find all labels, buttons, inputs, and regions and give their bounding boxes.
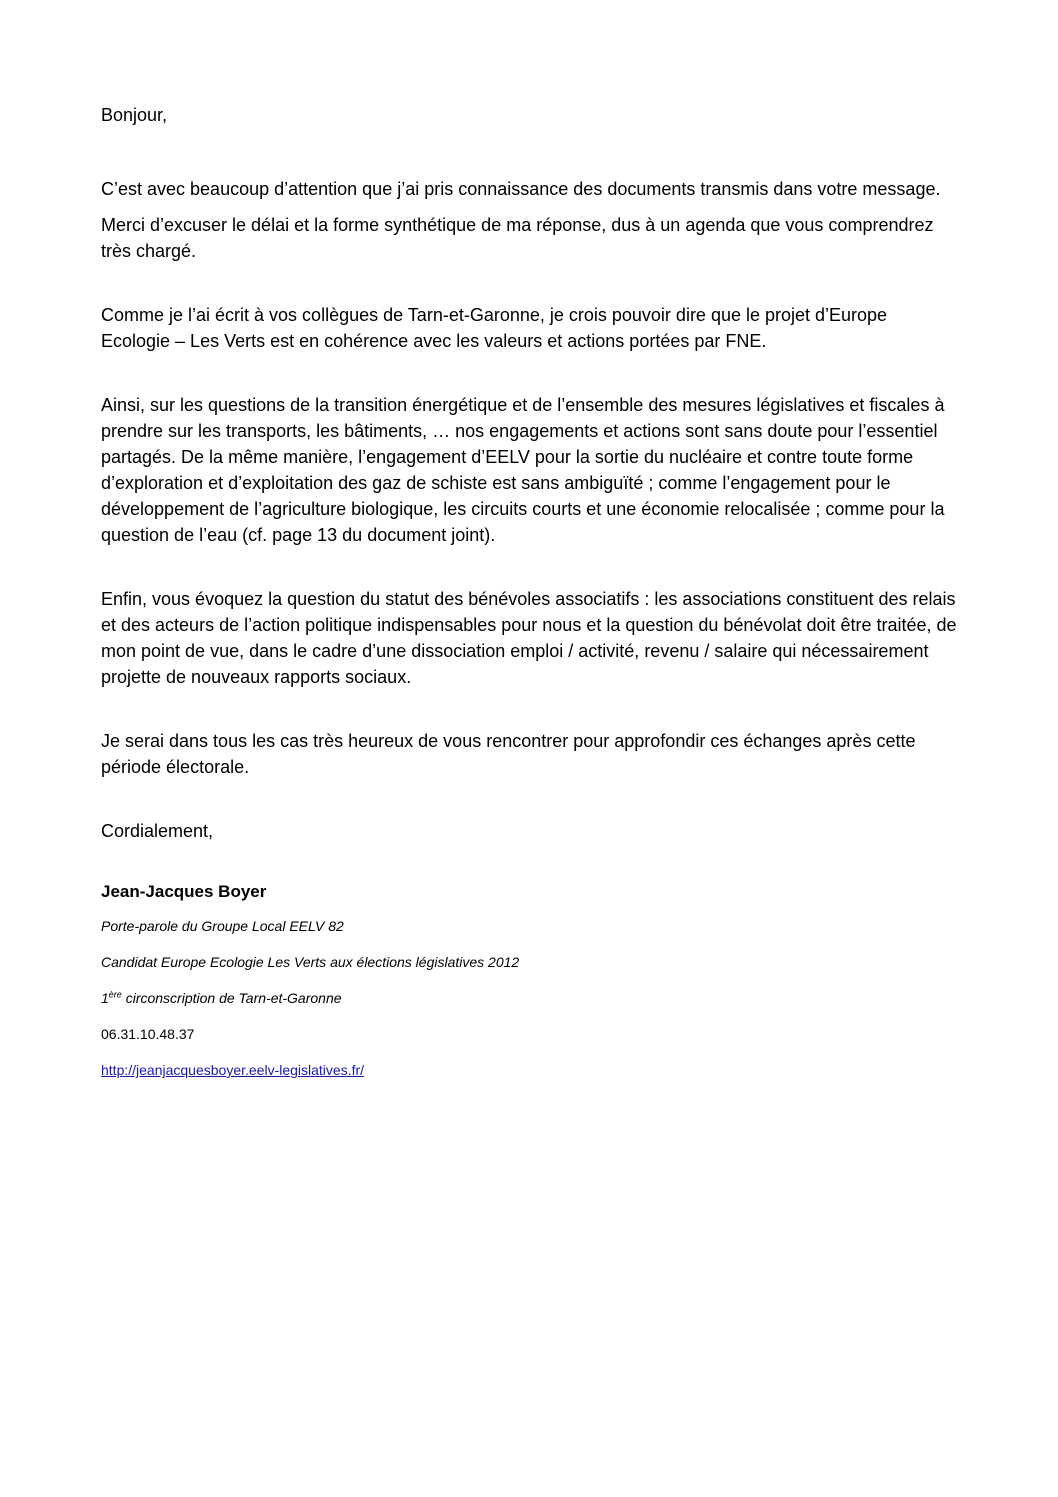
- paragraph-apology: Merci d’excuser le délai et la forme synthétique de ma réponse, dus à un agenda que vous comprendrez très chargé.: [101, 215, 934, 261]
- district-superscript: ère: [108, 989, 122, 1000]
- signature-block: [101, 881, 961, 1079]
- signature-district: [101, 989, 961, 1007]
- signature-candidacy: Candidat Europe Ecologie Les Verts aux élections législatives 2012: [101, 954, 520, 970]
- signature-name: Jean-Jacques Boyer: [101, 882, 267, 901]
- paragraph-volunteers: Enfin, vous évoquez la question du statut des bénévoles associatifs : les associations constituent des relais et des acteurs de l’action politique indispensables pour nous et la question du bénévolat doit être traitée, de mon point de vue, dans le cadre d’une dissociation emploi / activité, revenu / salaire qui nécessairement projette de nouveaux rapports sociaux.: [101, 589, 957, 687]
- district-number: 1: [101, 990, 109, 1006]
- paragraph-documents: C’est avec beaucoup d’attention que j’ai pris connaissance des documents transmis dans votre message.: [101, 179, 941, 199]
- closing: Cordialement,: [101, 821, 214, 841]
- signature-role: Porte-parole du Groupe Local EELV 82: [101, 918, 344, 934]
- paragraph-coherence: Comme je l’ai écrit à vos collègues de Tarn-et-Garonne, je crois pouvoir dire que le projet d’Europe Ecologie – Les Verts est en cohérence avec les valeurs et actions portées par FNE.: [101, 305, 888, 351]
- signature-phone: 06.31.10.48.37: [101, 1026, 195, 1042]
- letter-body: [101, 102, 961, 1097]
- greeting: Bonjour,: [101, 105, 168, 125]
- district-text: circonscription de Tarn-et-Garonne: [121, 990, 342, 1006]
- signature-website-line: [101, 1061, 961, 1079]
- paragraph-transition: Ainsi, sur les questions de la transition énergétique et de l’ensemble des mesures législatives et fiscales à prendre sur les transports, les bâtiments, … nos engagements et actions sont sans doute pour l’essentiel partagés. De la même manière, l’engagement d’EELV pour la sortie du nucléaire et contre toute forme d’exploration et d’exploitation des gaz de schiste est sans ambiguïté ; comme l’engagement pour le développement de l’agriculture biologique, les circuits courts et une économie relocalisée ; comme pour la question de l’eau (cf. page 13 du document joint).: [101, 395, 945, 545]
- website-link[interactable]: http://jeanjacquesboyer.eelv-legislatives.fr/: [101, 1062, 365, 1078]
- paragraph-meeting: Je serai dans tous les cas très heureux de vous rencontrer pour approfondir ces échanges après cette période électorale.: [101, 731, 916, 777]
